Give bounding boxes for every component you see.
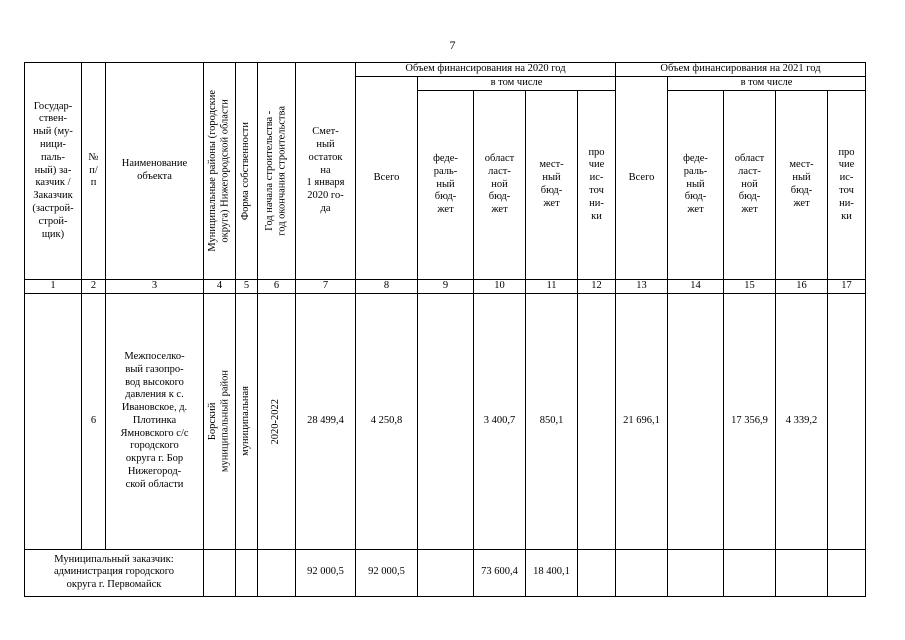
summary-total-2021 [616,549,668,596]
column-number: 15 [724,280,776,294]
summary-empty [236,549,258,596]
row-years: 2020-2022 [270,398,282,445]
row-other-2020 [578,293,616,549]
header-financing-2021: Объем финансирования на 2021 год [616,63,866,77]
row-district: Борский муниципальный район [207,370,231,473]
header-other-2020: про чие ис- точ ни- ки [578,91,616,280]
header-including-2020: в том числе [418,77,616,91]
row-customer [25,293,82,549]
row-ownership-cell [236,293,258,549]
summary-row [25,549,866,596]
row-other-2021 [828,293,866,549]
summary-regional-2021 [724,549,776,596]
header-object-name: Наименование объекта [106,63,204,280]
header-regional-2020: област ласт- ной бюд- жет [474,91,526,280]
row-object-name: Межпоселко- вый газопро- вод высокого давления к с. Ивановское, д. Плотинка Ямновского с/с городского округа г. Бор Нижегород- ской области [106,293,204,549]
column-number: 12 [578,280,616,294]
summary-other-2020 [578,549,616,596]
header-total-2020: Всего [356,77,418,280]
header-including-2021: в том числе [668,77,866,91]
header-local-2021: мест- ный бюд- жет [776,91,828,280]
header-regional-2021: област ласт- ной бюд- жет [724,91,776,280]
column-number: 14 [668,280,724,294]
summary-federal-2021 [668,549,724,596]
header-other-2021: про чие ис- точ ни- ки [828,91,866,280]
header-ownership-cell [236,63,258,280]
header-ownership: Форма собственности [240,121,252,221]
summary-local-2021 [776,549,828,596]
row-number: 6 [82,293,106,549]
header-district: Муниципальные районы (городские округа) Нижегородской области [207,90,231,252]
column-number: 9 [418,280,474,294]
column-number: 1 [25,280,82,294]
header-estimate-rest: Смет- ный остаток на 1 января 2020 го- да [296,63,356,280]
column-number: 4 [204,280,236,294]
summary-other-2021 [828,549,866,596]
column-number: 13 [616,280,668,294]
row-district-cell [204,293,236,549]
header-customer: Государ- ствен- ный (му- ници- паль- ный) за- казчик / Заказчик (застрой- строй- щик) [25,63,82,280]
row-total-2020: 4 250,8 [356,293,418,549]
header-financing-2020: Объем финансирования на 2020 год [356,63,616,77]
row-ownership: муниципальная [240,386,252,457]
column-number: 6 [258,280,296,294]
table-row [25,293,866,549]
column-number: 3 [106,280,204,294]
row-estimate-rest: 28 499,4 [296,293,356,549]
column-number: 16 [776,280,828,294]
row-federal-2020 [418,293,474,549]
row-regional-2021: 17 356,9 [724,293,776,549]
column-number: 5 [236,280,258,294]
column-number: 2 [82,280,106,294]
column-number: 8 [356,280,418,294]
summary-empty [204,549,236,596]
row-years-cell [258,293,296,549]
header-district-cell [204,63,236,280]
summary-empty [258,549,296,596]
row-federal-2021 [668,293,724,549]
header-years-cell [258,63,296,280]
summary-total-2020: 92 000,5 [356,549,418,596]
summary-label: Муниципальный заказчик: администрация городского округа г. Первомайск [25,549,204,596]
column-number: 17 [828,280,866,294]
header-number: № п/ п [82,63,106,280]
summary-estimate-rest: 92 000,5 [296,549,356,596]
summary-federal-2020 [418,549,474,596]
column-number: 7 [296,280,356,294]
financing-table [24,62,866,597]
row-local-2021: 4 339,2 [776,293,828,549]
row-local-2020: 850,1 [526,293,578,549]
header-total-2021: Всего [616,77,668,280]
header-years: Год начала строительства - год окончания строительства [264,106,288,236]
row-regional-2020: 3 400,7 [474,293,526,549]
header-local-2020: мест- ный бюд- жет [526,91,578,280]
header-federal-2020: феде- раль- ный бюд- жет [418,91,474,280]
page-number: 7 [449,38,456,52]
column-number: 10 [474,280,526,294]
summary-local-2020: 18 400,1 [526,549,578,596]
row-total-2021: 21 696,1 [616,293,668,549]
summary-regional-2020: 73 600,4 [474,549,526,596]
header-federal-2021: феде- раль- ный бюд- жет [668,91,724,280]
column-number: 11 [526,280,578,294]
